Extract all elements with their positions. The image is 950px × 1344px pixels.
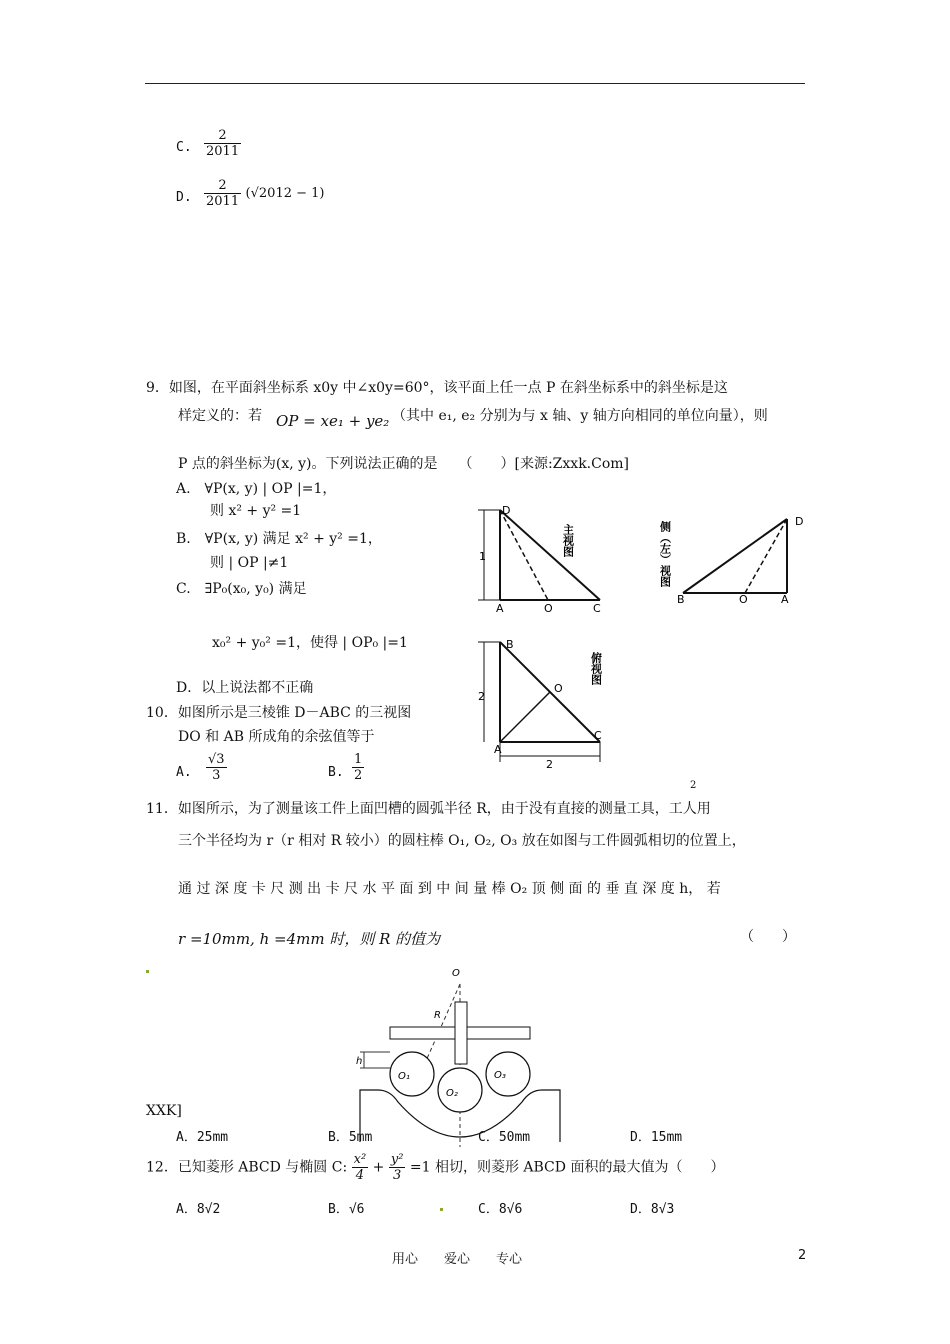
q11-line2: 三个半径均为 r（r 相对 R 较小）的圆柱棒 O₁, O₂, O₃ 放在如图与工件圆弧相切的位置上， (178, 833, 746, 849)
front-dim-label: 1 (479, 550, 486, 563)
frac-den: 2 (354, 768, 363, 783)
q10-option-a-label: A. (176, 765, 192, 780)
footer-motto: 用心 爱心 专心 (392, 1252, 523, 1267)
front-label-c: C (593, 602, 601, 615)
q9-option-b-line2: 则 | OP |≠1 (210, 555, 289, 571)
q11-option-a: A．25mm (176, 1130, 229, 1145)
header-rule (145, 83, 805, 84)
q12-option-d: D．8√3 (630, 1202, 675, 1217)
front-edge-dc (500, 510, 600, 600)
q11-line4: r =10mm, h =4mm 时，则 R 的值为 (178, 930, 441, 948)
q11-option-c: C．50mm (478, 1130, 531, 1145)
side-view-figure (655, 505, 820, 610)
fig-label-h: h (356, 1056, 363, 1067)
q10-line2: DO 和 AB 所成角的余弦值等于 (178, 729, 375, 745)
q11-line1: 11．如图所示，为了测量该工件上面凹槽的圆弧半径 R，由于没有直接的测量工具，工人用 (146, 801, 711, 817)
frac-num: x² (353, 1152, 367, 1167)
side-label-o: O (739, 593, 748, 606)
front-label-d: D (502, 504, 511, 517)
front-view-figure (470, 500, 620, 615)
front-label-a: A (496, 602, 504, 615)
q8-option-d-value (204, 178, 325, 209)
top-label-o: O (554, 682, 563, 695)
q9-option-a-line2: 则 x² + y² =1 (210, 503, 302, 519)
q8-option-d-tail: (√2012 − 1) (245, 186, 325, 201)
q9-option-d: D．以上说法都不正确 (176, 680, 314, 696)
side-view-title: 侧（左）视图 (658, 521, 672, 587)
front-view-title: 主视图 (561, 524, 575, 557)
q9-option-c-line1: C. ∃P₀(x₀, y₀) 满足 (176, 581, 307, 597)
groove-measure-figure (350, 962, 580, 1152)
q10-line1: 10．如图所示是三棱锥 D－ABC 的三视图 (146, 705, 412, 721)
frac-num: 2 (218, 128, 227, 143)
top-edge-ao (500, 692, 550, 742)
q12-option-b: B．√6 (328, 1202, 365, 1217)
q10-stray-mark: 2 (690, 780, 697, 791)
top-view-title: 俯视图 (589, 652, 603, 685)
fig-label-o: O (452, 968, 460, 979)
rod-o3 (486, 1052, 530, 1096)
side-label-a: A (781, 593, 789, 606)
scan-artifact-dot (440, 1208, 443, 1211)
fig-label-o3: O₃ (494, 1070, 506, 1081)
front-label-o: O (544, 602, 553, 615)
front-edge-do-hidden (500, 510, 548, 600)
top-label-a: A (494, 743, 502, 756)
frac-num: √3 (208, 752, 225, 767)
q9-option-c-line2: x₀² + y₀² =1，使得 | OP₀ |=1 (212, 635, 408, 651)
rod-o1 (390, 1052, 434, 1096)
q9-line2b: （其中 e₁, e₂ 分别为与 x 轴、y 轴方向相同的单位向量），则 (392, 408, 768, 424)
q9-option-a-line1: A. ∀P(x, y) | OP |=1， (176, 481, 337, 497)
fig-label-o2: O₂ (446, 1088, 458, 1099)
q8-option-c-value (204, 128, 241, 159)
side-label-b: B (677, 593, 685, 606)
top-dim-label-horizontal: 2 (546, 758, 553, 771)
q12-stem (146, 1152, 724, 1183)
q11-option-d: D．15mm (630, 1130, 683, 1145)
caliper-probe (455, 1002, 467, 1064)
rod-o2 (438, 1068, 482, 1112)
q12-option-a: A．8√2 (176, 1202, 221, 1217)
frac-num: 2 (218, 178, 227, 193)
q9-line1: 9．如图，在平面斜坐标系 x0y 中∠x0y=60°，该平面上任一点 P 在斜坐标系中的斜坐标是这 (146, 380, 728, 396)
q8-option-c-label: C. (176, 140, 192, 155)
q11-line3: 通 过 深 度 卡 尺 测 出 卡 尺 水 平 面 到 中 间 量 棒 O₂ 顶 侧 面 的 垂 直 深 度 h， 若 (178, 881, 721, 897)
q12-pre: 12．已知菱形 ABCD 与椭圆 C: (146, 1159, 348, 1176)
q11-answer-paren: （ ） (740, 929, 796, 945)
q10-option-a-value (206, 752, 227, 783)
frac-den: 4 (352, 1167, 369, 1183)
frac-den: 3 (206, 767, 227, 783)
q9-option-b-line1: B. ∀P(x, y) 满足 x² + y² =1， (176, 531, 382, 547)
top-label-c: C (594, 729, 602, 742)
scan-artifact-dot (146, 970, 149, 973)
q9-line3: P 点的斜坐标为(x, y)。下列说法正确的是 （ ）[来源:Zxxk.Com] (178, 456, 630, 472)
top-view-figure (470, 632, 620, 772)
q10-option-b-value (352, 752, 364, 783)
q12-post: =1 相切，则菱形 ABCD 面积的最大值为（ ） (409, 1159, 725, 1176)
frac-den: 3 (389, 1167, 406, 1183)
q12-option-c: C．8√6 (478, 1202, 523, 1217)
q12-plus: + (372, 1159, 385, 1176)
side-edge-bd (683, 519, 787, 593)
top-dim-label-vertical: 2 (478, 690, 485, 703)
fig-label-o1: O₁ (398, 1071, 410, 1082)
fig-label-r: R (434, 1010, 441, 1021)
frac-num: y² (390, 1152, 404, 1167)
frac-num: 1 (354, 752, 363, 767)
side-edge-do-hidden (745, 519, 787, 593)
q8-option-d-label: D. (176, 190, 192, 205)
side-label-d: D (795, 515, 804, 528)
frac-den: 2011 (206, 144, 240, 159)
q10-option-b-label: B. (328, 765, 344, 780)
q9-vector-eq: OP = xe₁ + ye₂ (276, 412, 390, 430)
q11-option-b: B．5mm (328, 1130, 373, 1145)
q11-stray-source: XXK] (146, 1103, 182, 1119)
top-label-b: B (506, 638, 514, 651)
page-number: 2 (798, 1248, 807, 1263)
frac-den: 2011 (206, 194, 240, 209)
q9-line2a: 样定义的：若 (178, 408, 262, 424)
